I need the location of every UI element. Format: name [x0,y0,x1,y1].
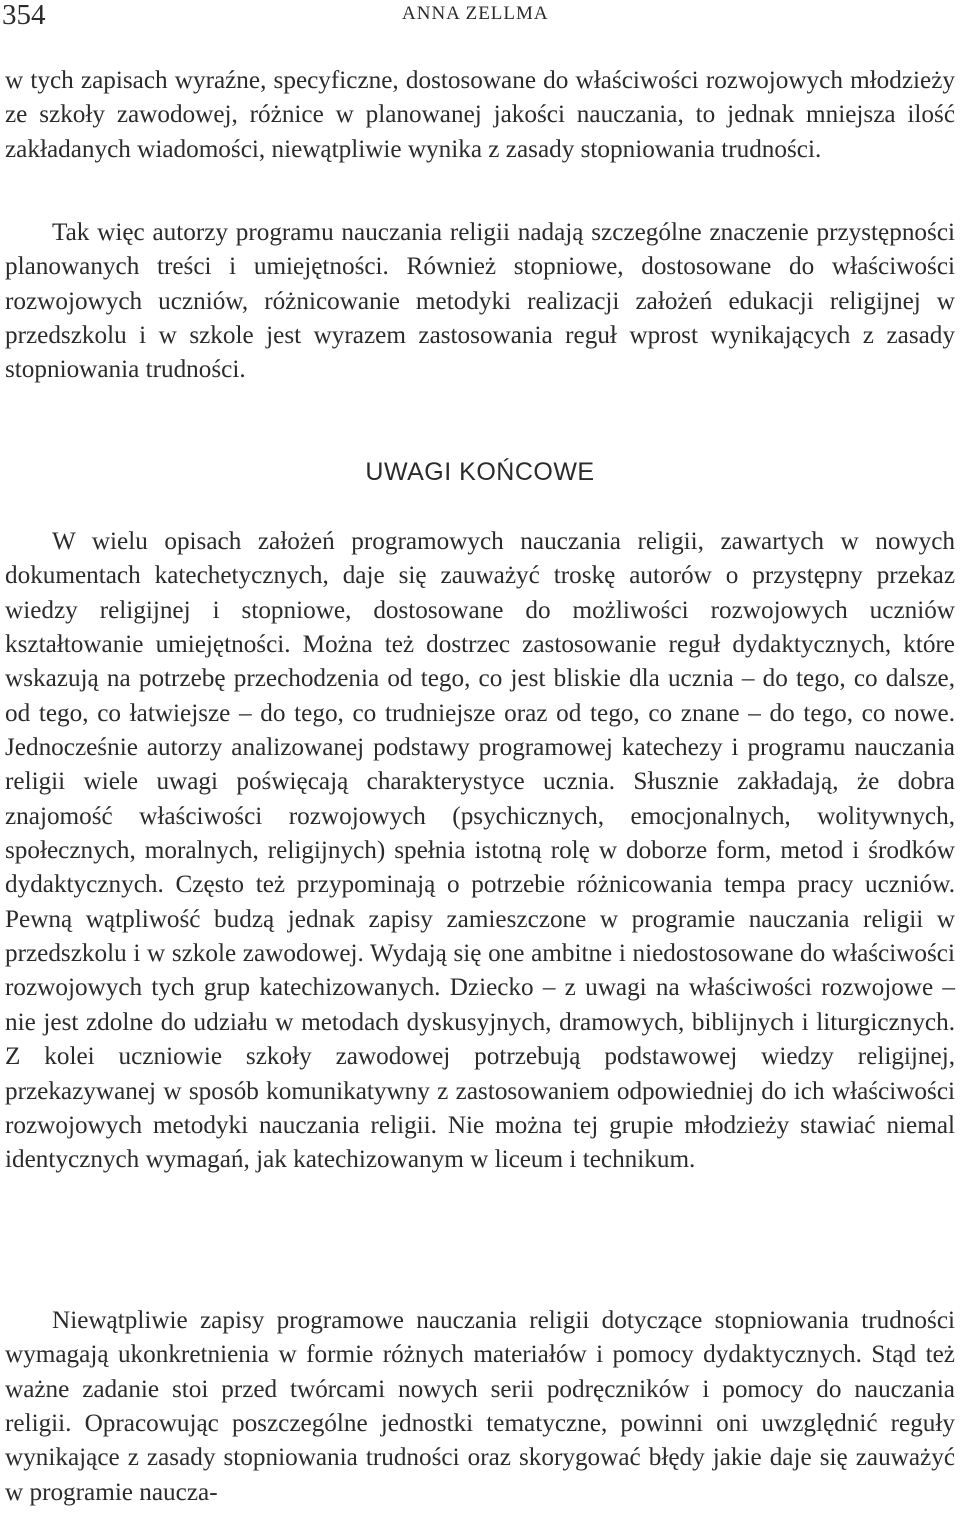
page-number: 354 [2,0,46,31]
body-paragraph: Tak więc autorzy programu nauczania religii nadają szczególne znaczenie przystępności planowanych treści i umiejętności. Również stopniowe, dostosowane do właściwości rozwojowych uczniów, różnicowanie metodyki realizacji założeń edukacji religijnej w przedszkolu i w szkole jest wyrazem zastosowania reguł wprost wynikających z zasady stopniowania trudności. [5,219,955,384]
body-paragraph: w tych zapisach wyraźne, specyficzne, dostosowane do właściwości rozwojowych młodzieży ze szkoły zawodowej, różnice w planowanej jakości nauczania, to jednak mniejsza ilość zakładanych wiadomości, niewątpliwie wynika z zasady stopniowania trudności. [5,67,955,163]
page-header [0,0,960,34]
running-head-author: ANNA ZELLMA [402,3,549,24]
body-paragraph: W wielu opisach założeń programowych nauczania religii, zawartych w nowych dokumentach katechetycznych, daje się zauważyć troskę autorów o przystępny przekaz wiedzy religijnej i stopniowe, dostosowane do możliwości rozwojowych uczniów kształtowanie umiejętności. Można też dostrzec zastosowanie reguł dydaktycznych, które wskazują na potrzebę przechodzenia od tego, co jest bliskie dla ucznia – do tego, co dalsze, od tego, co łatwiejsze – do tego, co trudniejsze oraz od tego, co znane – do tego, co nowe. Jednocześnie autorzy analizowanej podstawy programowej katechezy i programu nauczania religii wiele uwagi poświęcają charakterystyce ucznia. Słusznie zakładają, że dobra znajomość właściwości rozwojowych (psychicznych, emocjonalnych, wolitywnych, społecznych, moralnych, religijnych) spełnia istotną rolę w doborze form, metod i środków dydaktycznych. Często też przypominają o potrzebie różnicowania tempa pracy uczniów. Pewną wątpliwość budzą jednak zapisy zamieszczone w programie nauczania religii w przedszkolu i w szkole zawodowej. Wydają się one ambitne i niedostosowane do właściwości rozwojowych tych grup katechizowanych. Dziecko – z uwagi na właściwości rozwojowe – nie jest zdolne do udziału w metodach dyskusyjnych, dramowych, biblijnych i liturgicznych. Z kolei uczniowie szkoły zawodowej potrzebują podstawowej wiedzy religijnej, przekazywanej w sposób komunikatywny z zastosowaniem odpowiedniej do ich właściwości rozwojowych metodyki nauczania religii. Nie można tej grupie młodzieży stawiać niemal identycznych wymagań, jak katechizowanym w liceum i technikum. [5,528,955,1174]
section-heading: UWAGI KOŃCOWE [365,458,595,486]
body-paragraph: Niewątpliwie zapisy programowe nauczania religii dotyczące stopniowania trudności wymagają ukonkretnienia w formie różnych materiałów i pomocy dydaktycznych. Stąd też ważne zadanie stoi przed twórcami nowych serii podręczników i pomocy do nauczania religii. Opracowując poszczególne jednostki tematyczne, powinni oni uwzględnić reguły wynikające z zasady stopniowania trudności oraz skorygować błędy jakie daje się zauważyć w programie naucza- [5,1307,955,1506]
